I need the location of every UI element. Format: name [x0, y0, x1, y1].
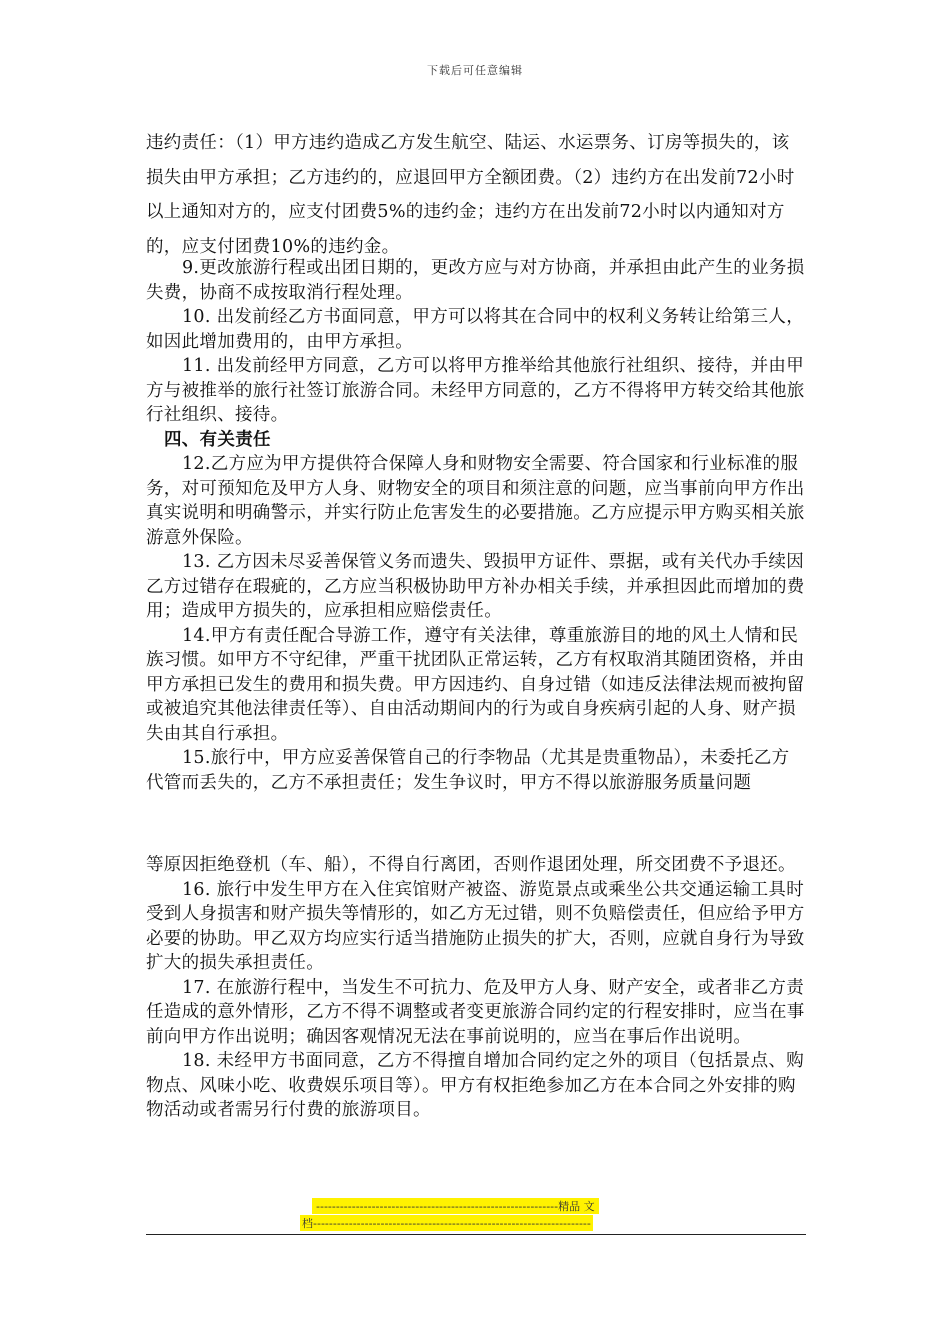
- header-note: 下载后可任意编辑: [427, 64, 523, 77]
- section-breach-liability: [146, 126, 806, 264]
- clause-14: 14.甲方有责任配合导游工作，遵守有关法律，尊重旅游目的地的风土人情和民族习惯。如甲方不守纪律，严重干扰团队正常运转，乙方有权取消其随团资格，并由甲方承担已发生的费用和损失费。甲方因违约、自身过错（如违反法律法规而被拘留或被追究其他法律责任等）、自由活动期间内的行为或自身疾病引起的人身、财产损失由其自行承担。: [146, 625, 805, 744]
- clause-10: 10. 出发前经乙方书面同意，甲方可以将其在合同中的权利义务转让给第三人，如因此增加费用的，由甲方承担。: [146, 307, 804, 352]
- clause-13: 13. 乙方因未尽妥善保管义务而遗失、毁损甲方证件、票据，或有关代办手续因乙方过错存在瑕疵的，乙方应当积极协助甲方补办相关手续，并承担因此而增加的费用；造成甲方损失的，应承担相应赔偿责任。: [146, 552, 805, 621]
- clause-18: 18. 未经甲方书面同意，乙方不得擅自增加合同约定之外的项目（包括景点、购物点、风味小吃、收费娱乐项目等）。甲方有权拒绝参加乙方在本合同之外安排的购物活动或者需另行付费的旅游项目。: [146, 1051, 804, 1120]
- footer-banner-line1: -------------------------------------------------------------精品 文: [312, 1198, 599, 1214]
- section-clauses-9-15: [146, 256, 806, 795]
- clause-15-continued: 等原因拒绝登机（车、船），不得自行离团，否则作退团处理，所交团费不予退还。: [146, 855, 796, 875]
- clause-12: 12.乙方应为甲方提供符合保障人身和财物安全需要、符合国家和行业标准的服务，对可预知危及甲方人身、财物安全的项目和须注意的问题，应当事前向甲方作出真实说明和明确警示，并实行防止危害发生的必要措施。乙方应提示甲方购买相关旅游意外保险。: [146, 454, 805, 548]
- section-heading-4: 四、有关责任: [164, 429, 271, 450]
- clause-9: 9.更改旅游行程或出团日期的，更改方应与对方协商，并承担由此产生的业务损失费，协商不成按取消行程处理。: [146, 258, 805, 303]
- paragraph-breach: 违约责任：（1）甲方违约造成乙方发生航空、陆运、水运票务、订房等损失的，该损失由甲方承担；乙方违约的，应退回甲方全额团费。（2）违约方在出发前72小时以上通知对方的，应支付团费5%的违约金；违约方在出发前72小时以内通知对方的，应支付团费10%的违约金。: [146, 133, 795, 257]
- clause-16: 16. 旅行中发生甲方在入住宾馆财产被盗、游览景点或乘坐公共交通运输工具时受到人身损害和财产损失等情形的，如乙方无过错，则不负赔偿责任，但应给予甲方必要的协助。甲乙双方均应实行适当措施防止损失的扩大，否则，应就自身行为导致扩大的损失承担责任。: [146, 879, 805, 973]
- clause-15: 15.旅行中，甲方应妥善保管自己的行李物品（尤其是贵重物品），未委托乙方代管而丢失的，乙方不承担责任；发生争议时，甲方不得以旅游服务质量问题: [146, 748, 790, 793]
- section-clauses-15-18: [146, 853, 806, 1123]
- footer-banner-line2: 档----------------------------------------------------------------------: [302, 1217, 591, 1230]
- clause-11: 11. 出发前经甲方同意，乙方可以将甲方推举给其他旅行社组织、接待，并由甲方与被推举的旅行社签订旅游合同。未经甲方同意的，乙方不得将甲方转交给其他旅行社组织、接待。: [146, 356, 805, 425]
- clause-17: 17. 在旅游行程中，当发生不可抗力、危及甲方人身、财产安全，或者非乙方责任造成的意外情形，乙方不得不调整或者变更旅游合同约定的行程安排时，应当在事前向甲方作出说明；确因客观情况无法在事前说明的，应当在事后作出说明。: [146, 977, 805, 1047]
- footer-divider: [146, 1234, 806, 1235]
